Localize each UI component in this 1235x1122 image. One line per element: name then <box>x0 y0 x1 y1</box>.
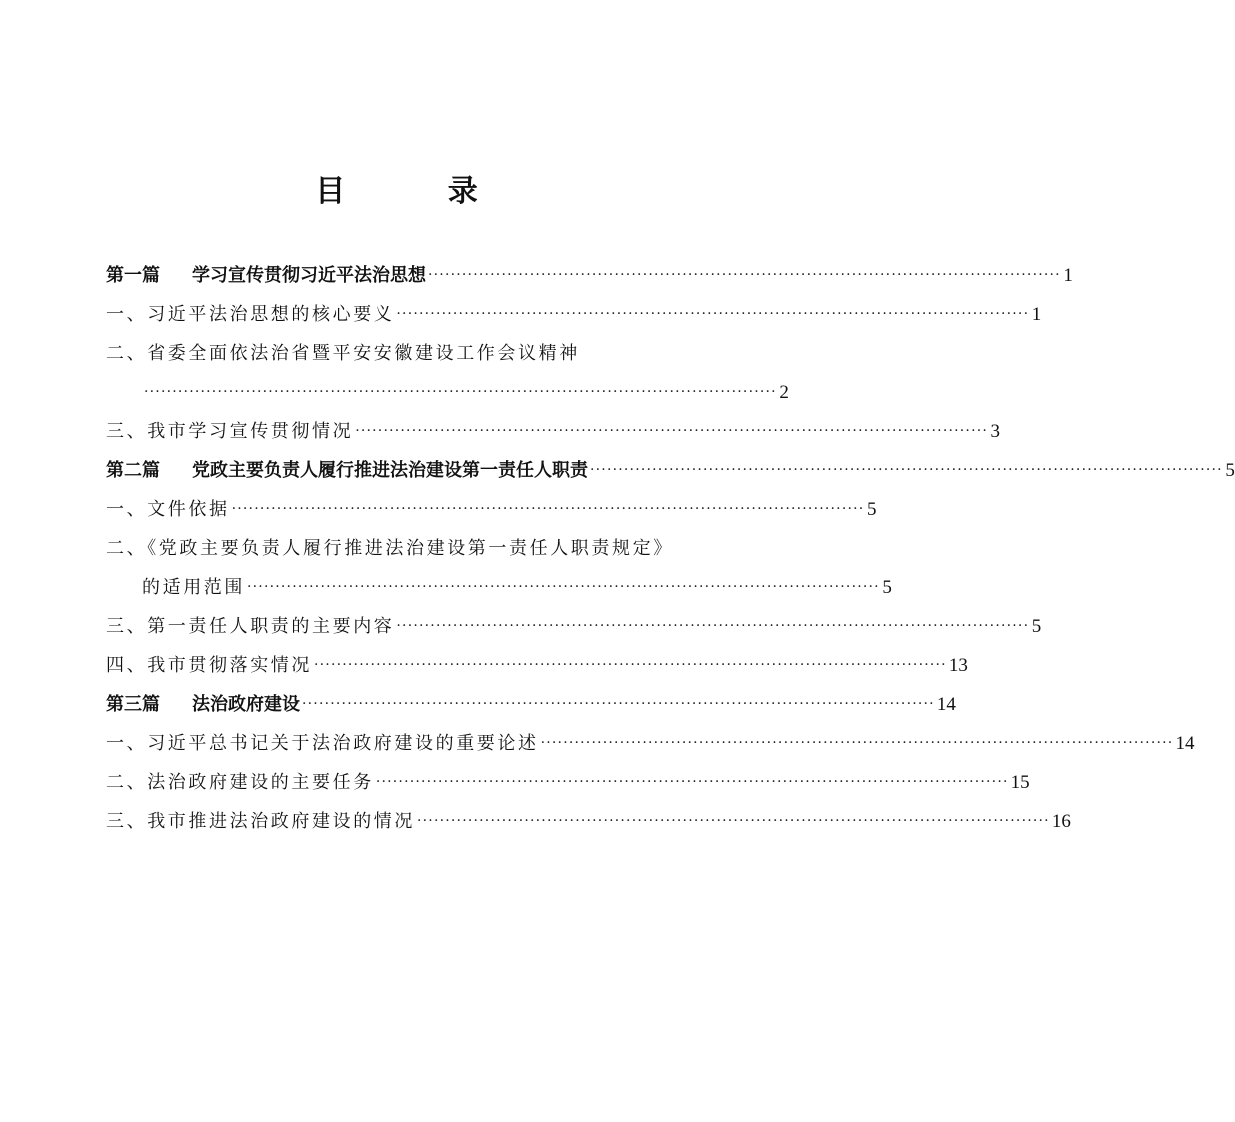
page-number: 3 <box>990 421 1001 442</box>
page-number: 5 <box>1031 616 1042 637</box>
toc-entry-label: 三、我市学习宣传贯彻情况 <box>106 421 354 442</box>
page-number: 1 <box>1063 265 1073 286</box>
toc-item-continuation[interactable] <box>106 373 789 412</box>
part-number: 第一篇 <box>106 265 160 286</box>
toc-part-2[interactable] <box>106 451 1235 490</box>
part-number: 第三篇 <box>106 694 160 715</box>
page-number: 15 <box>1010 772 1030 793</box>
part-title: 党政主要负责人履行推进法治建设第一责任人职责 <box>192 460 588 481</box>
page-title: 目 录 <box>315 174 524 209</box>
toc-entry-label: 三、第一责任人职责的主要内容 <box>106 616 395 637</box>
toc-entry-label: 的适用范围 <box>142 577 245 598</box>
toc-entry-label: 三、我市推进法治政府建设的情况 <box>106 811 415 832</box>
table-of-contents <box>106 256 1235 841</box>
part-number: 第二篇 <box>106 460 160 481</box>
toc-item[interactable] <box>106 763 1030 802</box>
page-number: 1 <box>1031 304 1042 325</box>
dot-leader: ················································································································ <box>314 657 947 673</box>
toc-entry-label: 二、《党政主要负责人履行推进法治建设第一责任人职责规定》 <box>106 538 674 559</box>
dot-leader: ················································································································ <box>396 618 1030 634</box>
toc-entry-label: 一、习近平法治思想的核心要义 <box>106 304 395 325</box>
page-number: 13 <box>948 655 968 676</box>
toc-item-continuation[interactable] <box>106 568 892 607</box>
dot-leader: ················································································································ <box>302 696 935 712</box>
toc-entry-label <box>106 685 300 724</box>
toc-entry-label: 二、法治政府建设的主要任务 <box>106 772 374 793</box>
page-number: 5 <box>866 499 877 520</box>
dot-leader: ················································································································ <box>396 306 1030 322</box>
dot-leader: ················································································································ <box>355 423 989 439</box>
dot-leader: ················································································································ <box>417 813 1050 829</box>
toc-item[interactable] <box>106 646 968 685</box>
dot-leader: ················································································································ <box>375 774 1009 790</box>
page-number: 5 <box>882 577 892 598</box>
toc-item[interactable] <box>106 724 1195 763</box>
toc-part-1[interactable] <box>106 256 1073 295</box>
toc-entry-label <box>106 451 588 490</box>
part-title: 学习宣传贯彻习近平法治思想 <box>192 265 426 286</box>
dot-leader: ················································································································ <box>231 501 865 517</box>
dot-leader: ················································································································ <box>144 384 777 400</box>
dot-leader: ················································································································ <box>247 579 880 595</box>
page-number: 5 <box>1225 460 1235 481</box>
toc-item[interactable] <box>106 295 1042 334</box>
dot-leader: ················································································································ <box>540 735 1174 751</box>
dot-leader: ················································································································ <box>428 267 1061 283</box>
dot-leader: ················································································································ <box>590 462 1223 478</box>
page-number: 14 <box>936 694 956 715</box>
toc-entry-label: 四、我市贯彻落实情况 <box>106 655 312 676</box>
toc-entry-label: 一、习近平总书记关于法治政府建设的重要论述 <box>106 733 539 754</box>
toc-item[interactable] <box>106 490 877 529</box>
toc-part-3[interactable] <box>106 685 956 724</box>
page-number: 14 <box>1175 733 1195 754</box>
toc-item[interactable] <box>106 529 690 568</box>
page-number: 16 <box>1051 811 1071 832</box>
part-title: 法治政府建设 <box>192 694 300 715</box>
toc-entry-label: 一、文件依据 <box>106 499 230 520</box>
toc-item[interactable] <box>106 334 690 373</box>
toc-entry-label <box>106 256 426 295</box>
toc-item[interactable] <box>106 802 1071 841</box>
page-number: 2 <box>779 382 789 403</box>
toc-item[interactable] <box>106 412 1001 451</box>
toc-item[interactable] <box>106 607 1042 646</box>
toc-entry-label: 二、省委全面依法治省暨平安安徽建设工作会议精神 <box>106 343 580 364</box>
